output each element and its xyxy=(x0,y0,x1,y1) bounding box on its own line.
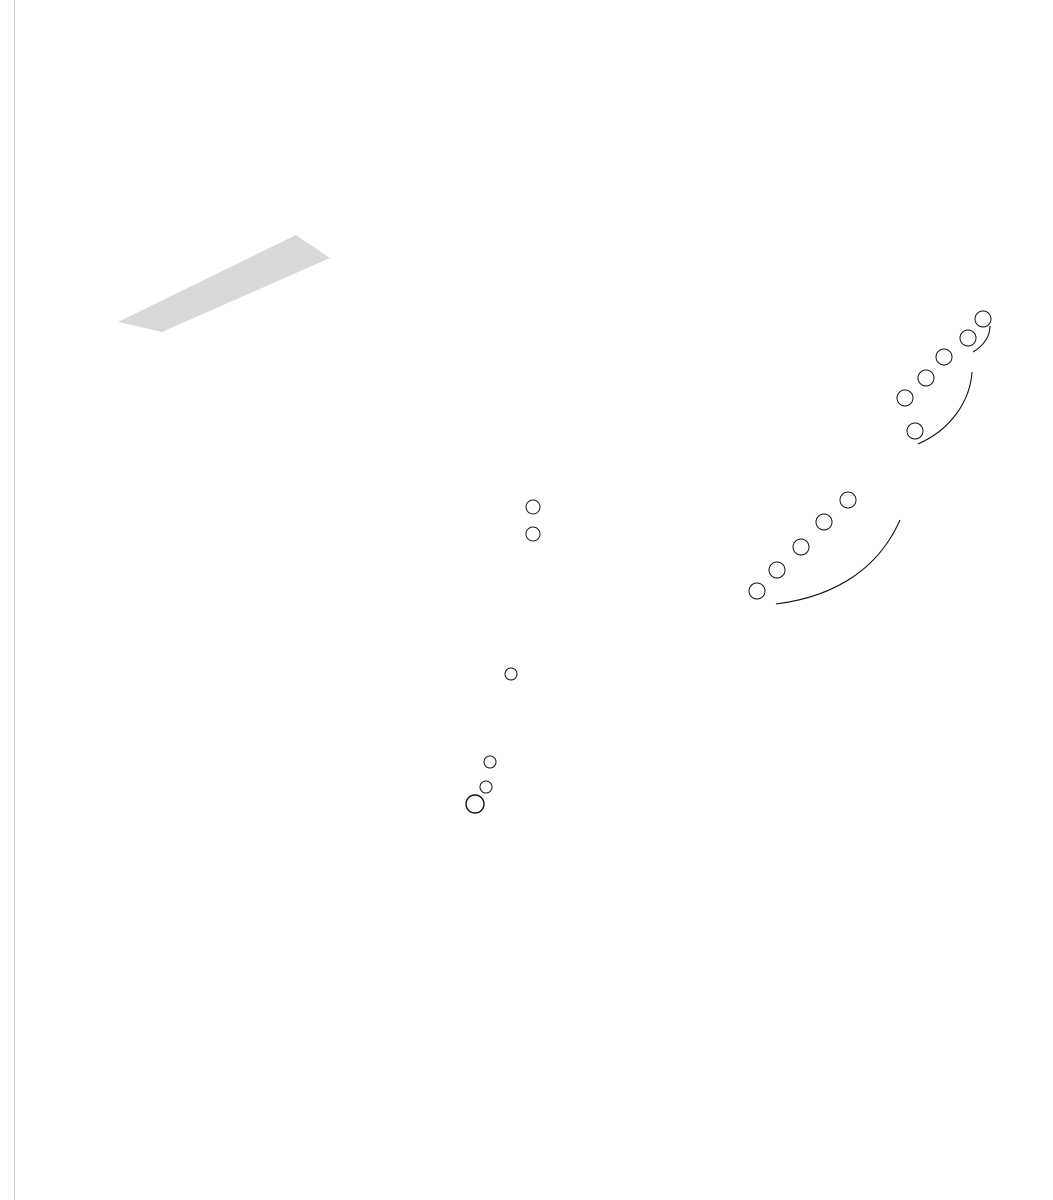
crown-round-numbers xyxy=(749,492,856,599)
brim-round-numbers xyxy=(897,311,991,439)
ring-center xyxy=(466,795,484,813)
top-round-numbers xyxy=(480,500,540,793)
repeat-highlight xyxy=(118,235,330,332)
section-brackets xyxy=(776,326,990,604)
